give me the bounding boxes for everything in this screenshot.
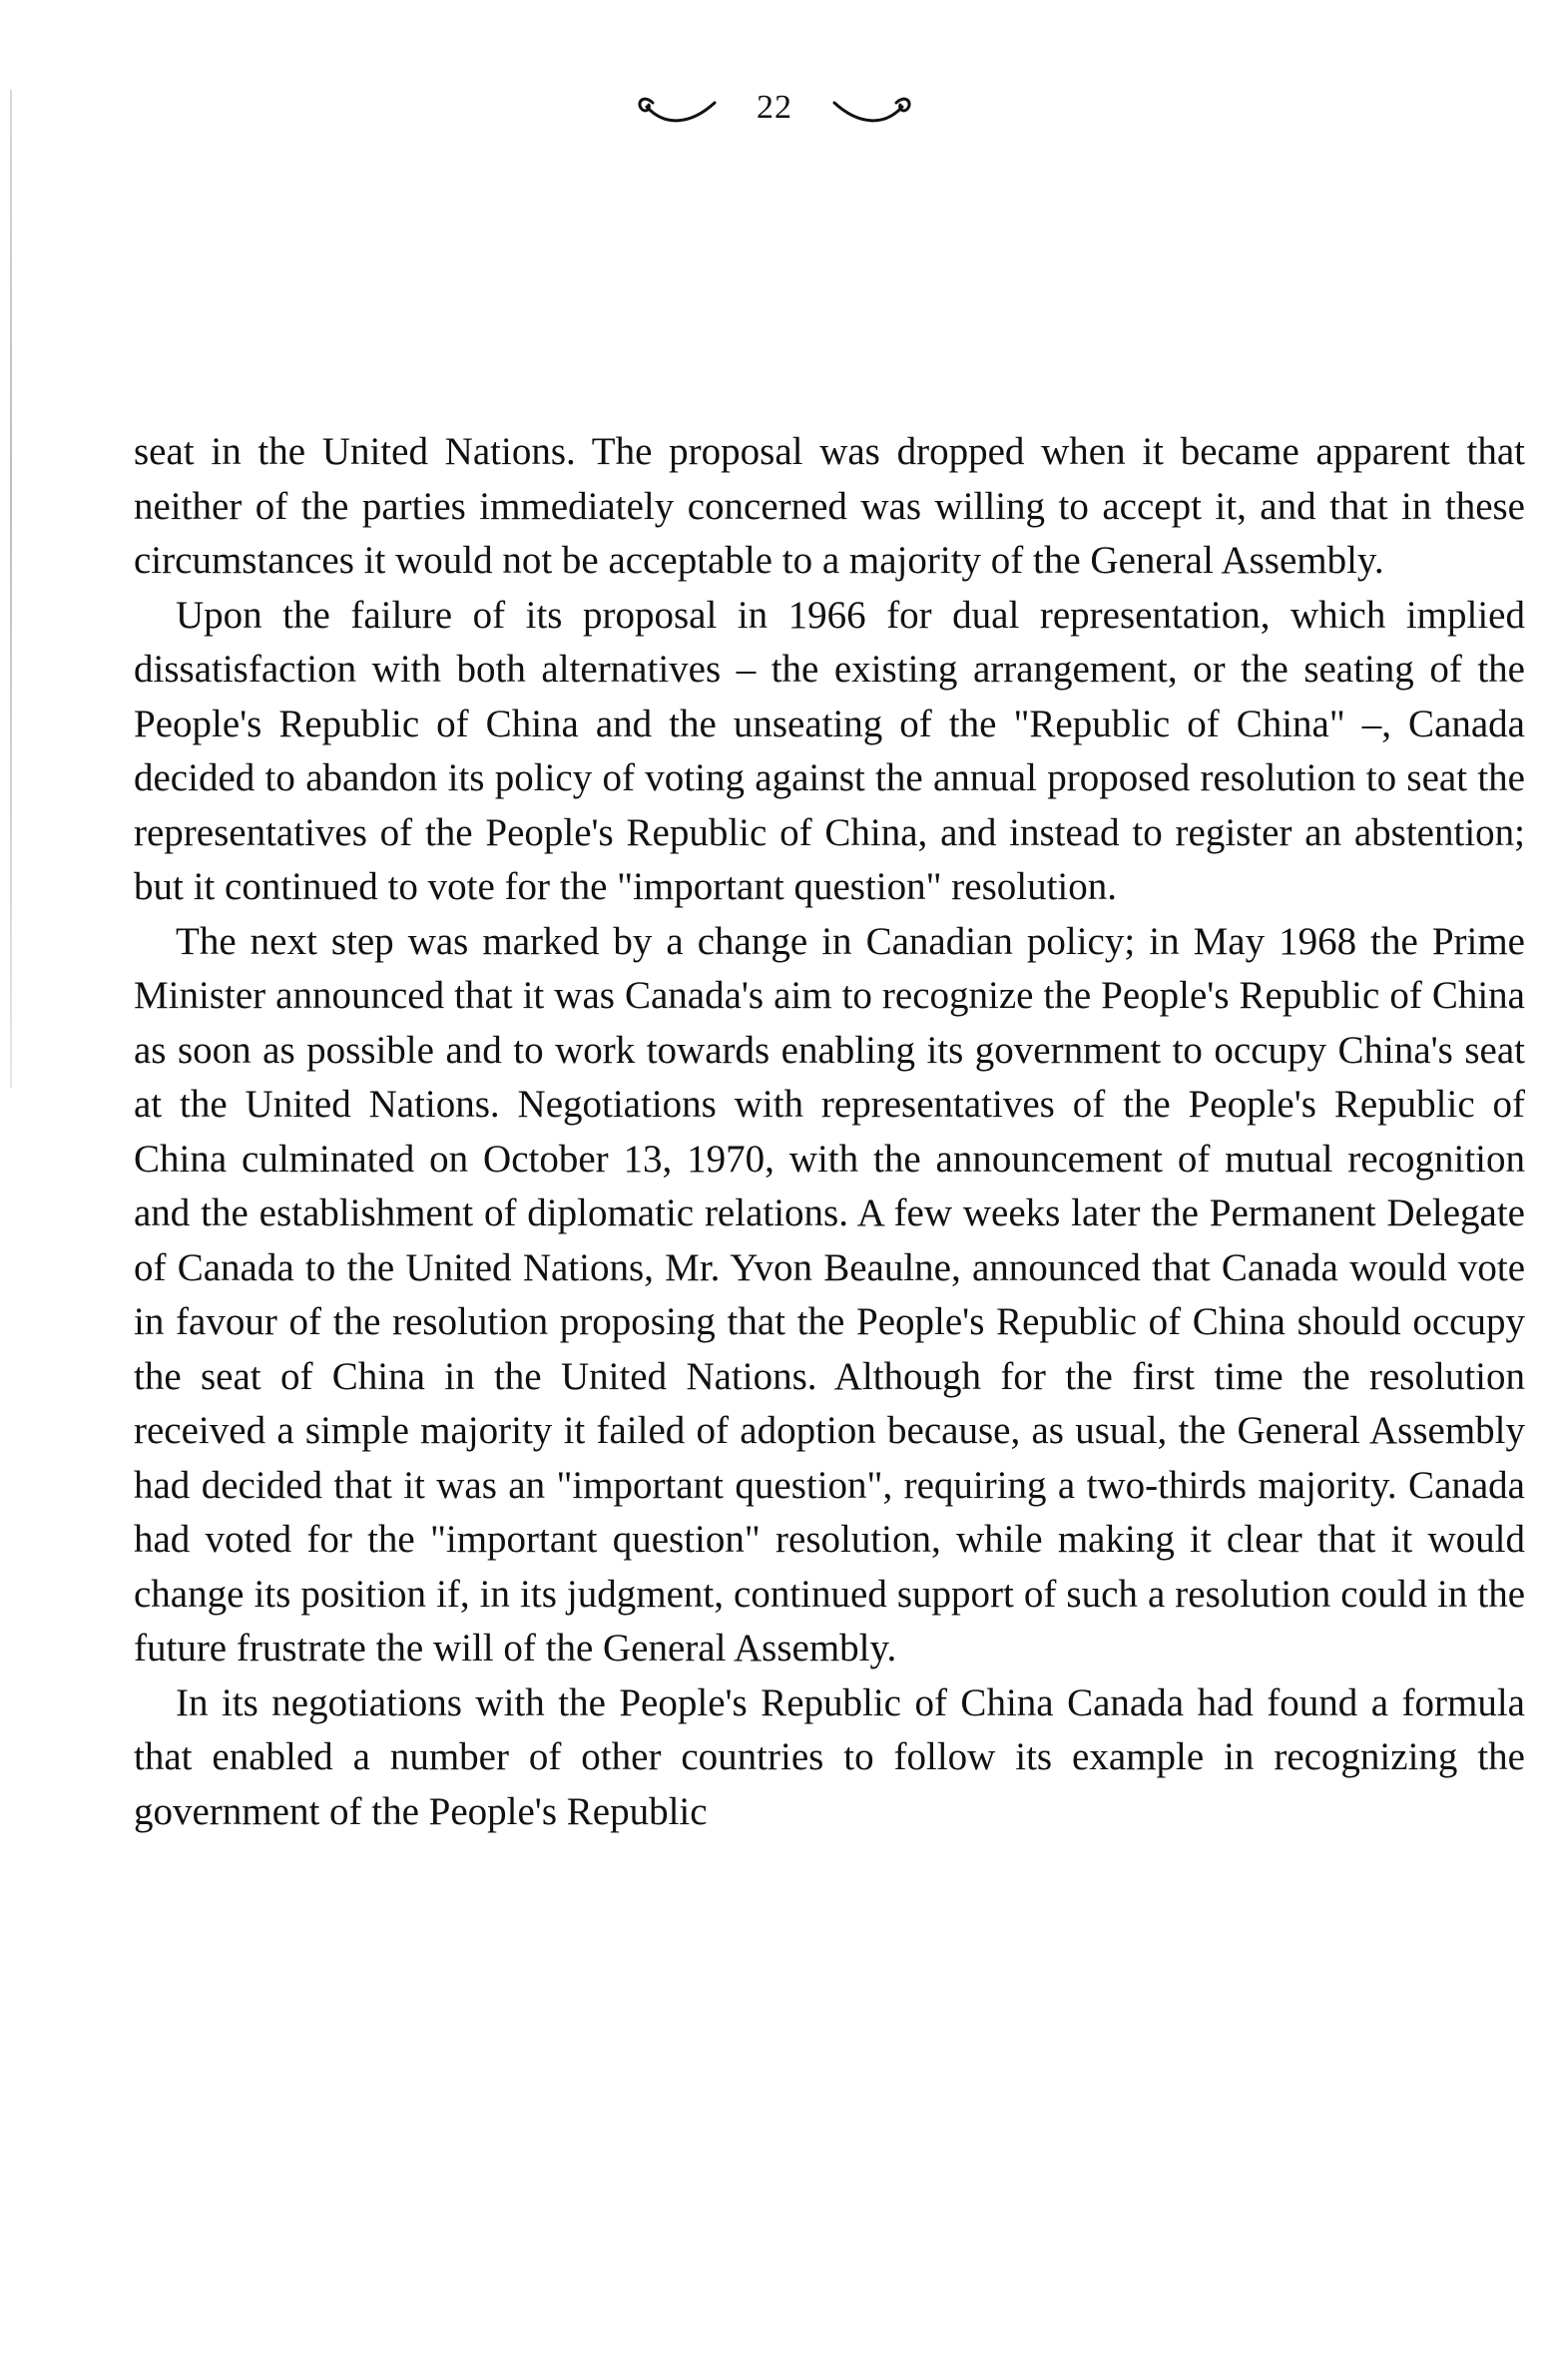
body-text bbox=[134, 425, 1525, 1839]
paragraph: In its negotiations with the People's Republic of China Canada had found a formula that enabled a number of other countries to follow its example in recognizing the government of the People's Republic bbox=[134, 1680, 1525, 1833]
page-header bbox=[0, 78, 1549, 138]
scroll-ornament-icon bbox=[828, 91, 914, 125]
paragraph: seat in the United Nations. The proposal was dropped when it became apparent that neither of the parties immediately concerned was willing to accept it, and that in these circumstances it would not be acceptable to a majority of the General Assembly. bbox=[134, 430, 1525, 582]
paragraph: Upon the failure of its proposal in 1966 for dual representation, which implied dissatisfaction with both alternatives – the existing arrangement, or the seating of the People's Republic of China and the unseating of the "Republic of China" –, Canada decided to abandon its policy of voting against the annual proposed resolution to seat the representatives of the People's Republic of China, and instead to register an abstention; but it continued to vote for the "important question" resolution. bbox=[134, 593, 1525, 908]
paragraph: The next step was marked by a change in Canadian policy; in May 1968 the Prime Minister announced that it was Canada's aim to recognize the People's Republic of China as soon as possible and to work towards enabling its government to occupy China's seat at the United Nations. Negotiations with representatives of the People's Republic of China culminated on October 13, 1970, with the announcement of mutual recognition and the establishment of diplomatic relations. A few weeks later the Permanent Delegate of Canada to the United Nations, Mr. Yvon Beaulne, announced that Canada would vote in favour of the resolution proposing that the People's Republic of China should occupy the seat of China in the United Nations. Although for the first time the resolution received a simple majority it failed of adoption because, as usual, the General Assembly had decided that it was an "important question", requiring a two-thirds majority. Canada had voted for the "important question" resolution, while making it clear that it would change its position if, in its judgment, continued support of such a resolution could in the future frustrate the will of the General Assembly. bbox=[134, 919, 1525, 1669]
page-edge-shadow bbox=[10, 90, 12, 1088]
scroll-ornament-icon bbox=[635, 91, 721, 125]
page-number: 22 bbox=[757, 89, 792, 126]
